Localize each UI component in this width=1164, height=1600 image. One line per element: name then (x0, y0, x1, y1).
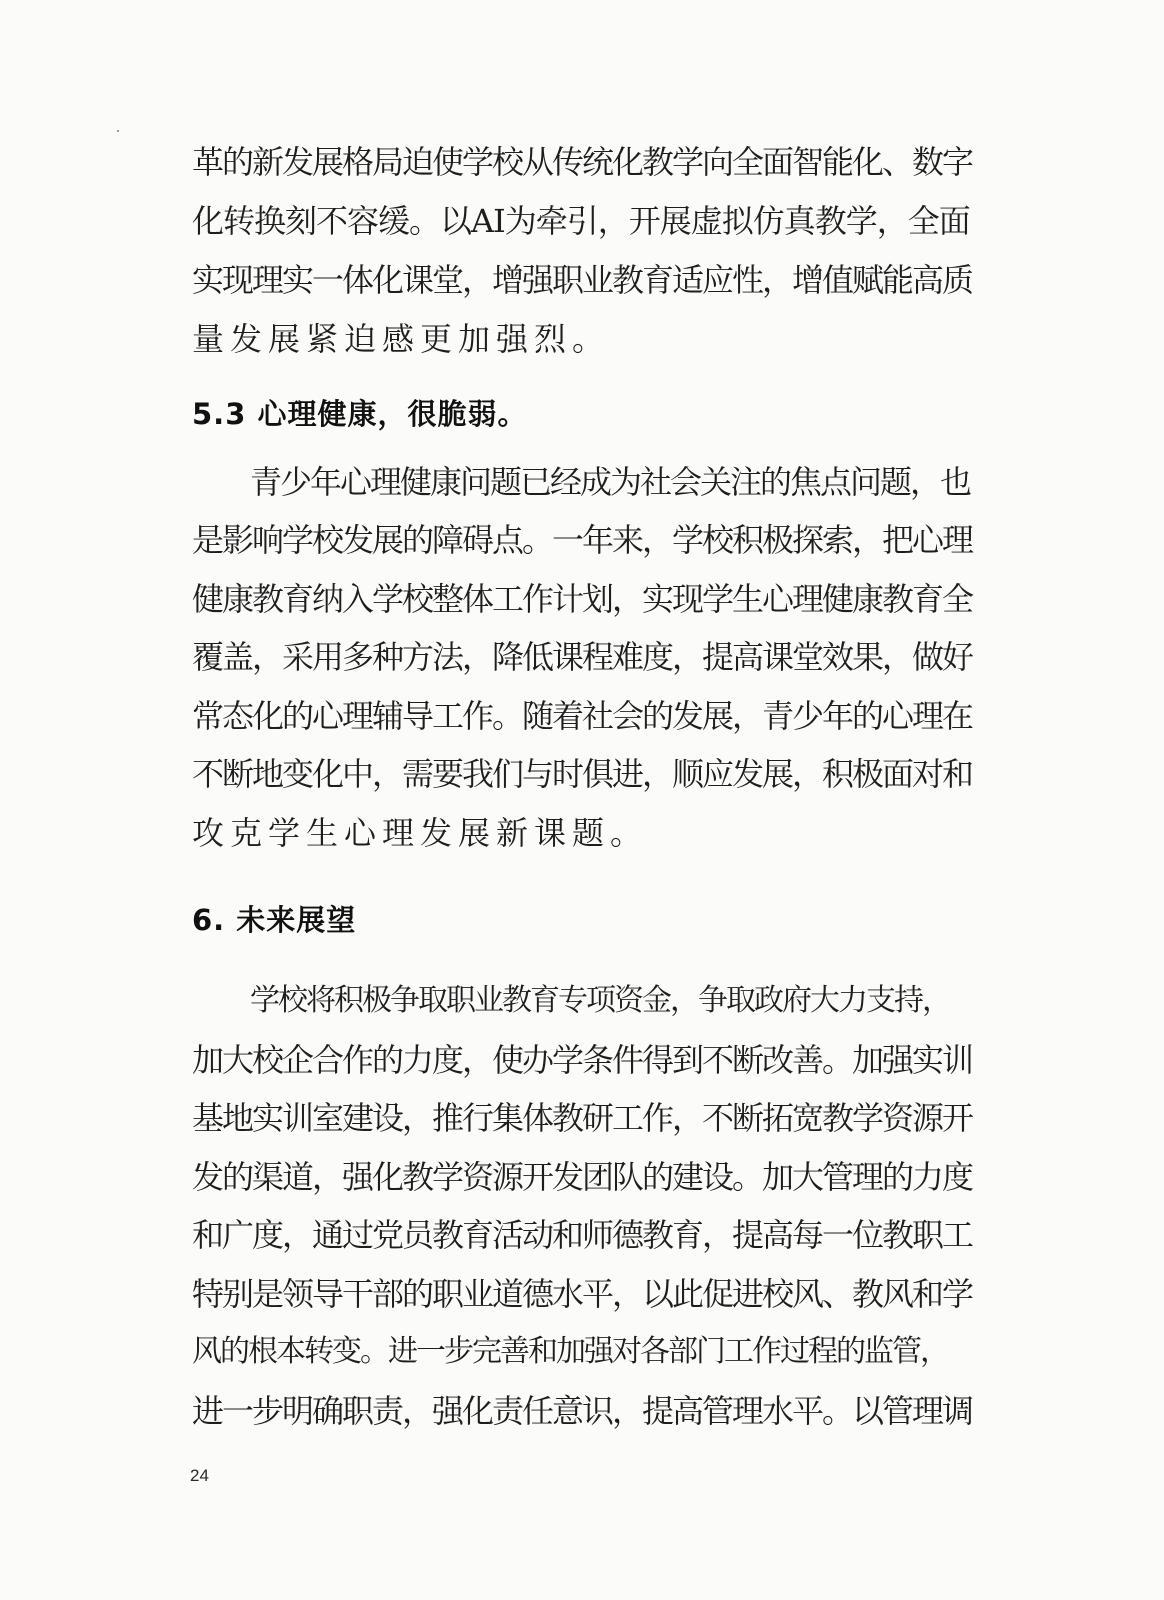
paragraph-line: 进一步明确职责，强化责任意识，提高管理水平。以管理调 (192, 1392, 973, 1430)
paragraph-line: 常态化的心理辅导工作。随着社会的发展，青少年的心理在 (192, 697, 973, 735)
paragraph-line: 风的根本转变。进一步完善和加强对各部门工作过程的监管， (192, 1334, 948, 1369)
paragraph-line: 化转换刻不容缓。以AI为牵引，开展虚拟仿真教学，全面 (192, 202, 970, 240)
paragraph-line: 加大校企合作的力度，使办学条件得到不断改善。加强实训 (192, 1041, 973, 1079)
paragraph-line: 发的渠道，强化教学资源开发团队的建设。加大管理的力度 (192, 1158, 973, 1196)
paragraph-line: 覆盖，采用多种方法，降低课程难度，提高课堂效果，做好 (192, 638, 973, 676)
paragraph-line: 健康教育纳入学校整体工作计划，实现学生心理健康教育全 (192, 580, 973, 618)
paragraph-line: 攻克学生心理发展新课题。 (192, 814, 649, 852)
paragraph-line: 青少年心理健康问题已经成为社会关注的焦点问题，也 (250, 463, 971, 501)
paragraph-line: 特别是领导干部的职业道德水平，以此促进校风、教风和学 (192, 1275, 973, 1313)
scan-speck (117, 130, 119, 132)
page-number: 24 (190, 1466, 209, 1485)
paragraph-line: 实现理实一体化课堂，增强职业教育适应性，增值赋能高质 (192, 261, 973, 299)
paragraph-line: 和广度，通过党员教育活动和师德教育，提高每一位教职工 (192, 1216, 973, 1254)
paragraph-line: 学校将积极争取职业教育专项资金，争取政府大力支持， (250, 983, 950, 1018)
section-heading-5-3: 5.3 心理健康，很脆弱。 (192, 397, 528, 431)
paragraph-line: 量发展紧迫感更加强烈。 (192, 320, 611, 358)
section-heading-6: 6. 未来展望 (192, 903, 357, 937)
paragraph-line: 基地实训室建设，推行集体教研工作，不断拓宽教学资源开 (192, 1099, 973, 1137)
paragraph-line: 是影响学校发展的障碍点。一年来，学校积极探索，把心理 (192, 521, 973, 559)
paragraph-line: 革的新发展格局迫使学校从传统化教学向全面智能化、数字 (192, 143, 973, 181)
paragraph-line: 不断地变化中，需要我们与时俱进，顺应发展，积极面对和 (192, 755, 973, 793)
